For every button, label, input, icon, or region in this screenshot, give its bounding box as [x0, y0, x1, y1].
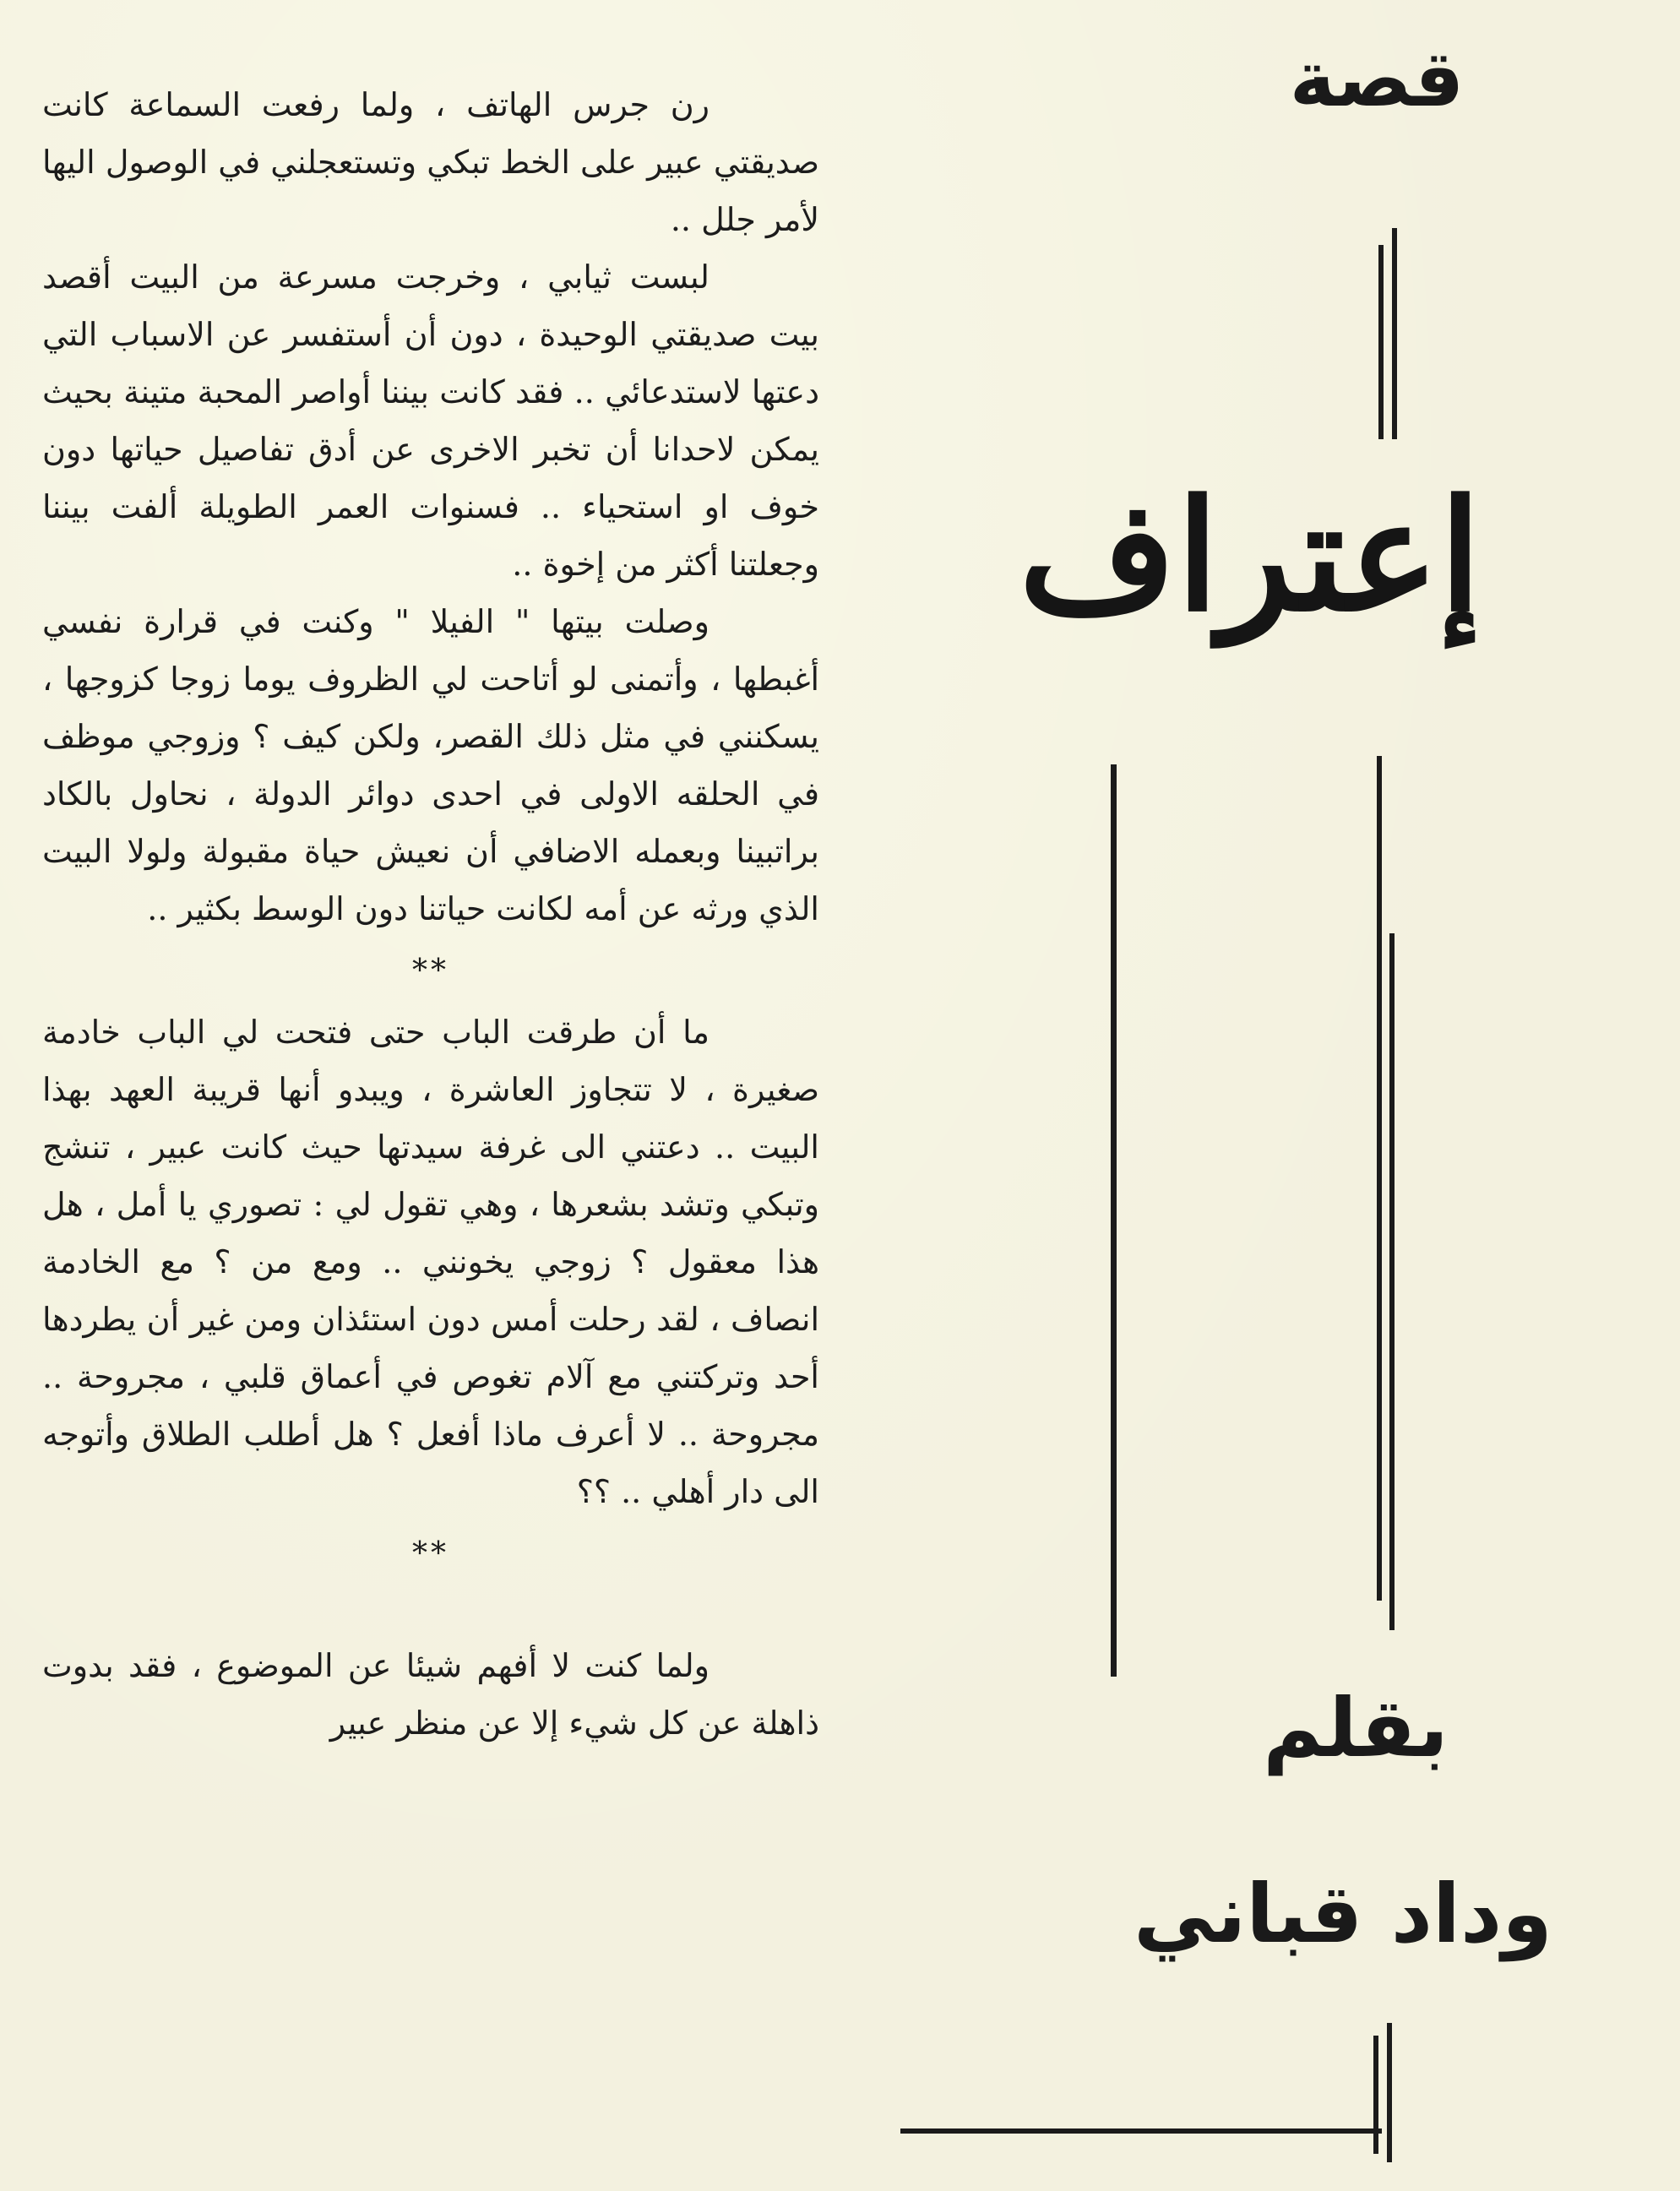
story-label: قصة — [1289, 34, 1465, 124]
section-separator-2: ** — [412, 1536, 449, 1571]
spacer — [42, 1586, 819, 1637]
author-name: وداد قباني — [1134, 1867, 1552, 1961]
section-separator-1: ** — [412, 954, 449, 988]
paragraph-5: ولما كنت لا أفهم شيئا عن الموضوع ، فقد بدوت ذاهلة عن كل شيء إلا عن منظر عبير — [42, 1647, 819, 1742]
paragraph-4: ما أن طرقت الباب حتى فتحت لي الباب خادمة صغيرة ، لا تتجاوز العاشرة ، ويبدو أنها قريبة العهد بهذا البيت .. دعتني الى غرفة سيدتها حيث كانت عبير ، تنشج وتبكي وتشد بشعرها ، وهي تقول لي : تصوري يا أمل ، هل هذا معقول ؟ زوجي يخونني .. ومع من ؟ مع الخادمة انصاف ، لقد رحلت أمس دون استئذان ومن غير أن يطردها أحد وتركتني مع آلام تغوص في أعماق قلبي ، مجروحة .. مجروحة .. لا أعرف ماذا أفعل ؟ هل أطلب الطلاق وأتوجه الى دار أهلي .. ؟؟ — [42, 1014, 819, 1510]
rule-horizontal — [900, 2128, 1382, 2134]
rule-vertical — [1111, 764, 1117, 1677]
byline-label: بقلم — [1263, 1681, 1449, 1775]
rule-vertical — [1389, 933, 1395, 1630]
story-title: إعتراف — [1019, 467, 1482, 645]
rule-vertical — [1387, 2023, 1392, 2162]
rule-vertical — [1373, 2036, 1378, 2154]
paragraph-1: رن جرس الهاتف ، ولما رفعت السماعة كانت صديقتي عبير على الخط تبكي وتستعجلني في الوصول اليها لأمر جلل .. — [42, 86, 819, 238]
title-panel — [870, 0, 1680, 2191]
rule-vertical — [1392, 228, 1397, 439]
paragraph-2: لبست ثيابي ، وخرجت مسرعة من البيت أقصد بيت صديقتي الوحيدة ، دون أن أستفسر عن الاسباب التي دعتها لاستدعائي .. فقد كانت بيننا أواصر المحبة متينة بحيث يمكن لاحدانا أن تخبر الاخرى عن أدق تفاصيل حياتها دون خوف او استحياء .. فسنوات العمر الطويلة ألفت بيننا وجعلتنا أكثر من إخوة .. — [42, 258, 819, 583]
rule-vertical — [1378, 245, 1384, 439]
rule-vertical — [1377, 756, 1382, 1601]
article-body — [42, 76, 819, 1752]
paragraph-3: وصلت بيتها " الفيلا " وكنت في قرارة نفسي أغبطها ، وأتمنى لو أتاحت لي الظروف يوما زوجا كزوجها ، يسكنني في مثل ذلك القصر، ولكن كيف ؟ وزوجي موظف في الحلقه الاولى في احدى دوائر الدولة ، نحاول بالكاد براتبينا وبعمله الاضافي أن نعيش حياة مقبولة ولولا البيت الذي ورثه عن أمه لكانت حياتنا دون الوسط بكثير .. — [42, 603, 820, 927]
